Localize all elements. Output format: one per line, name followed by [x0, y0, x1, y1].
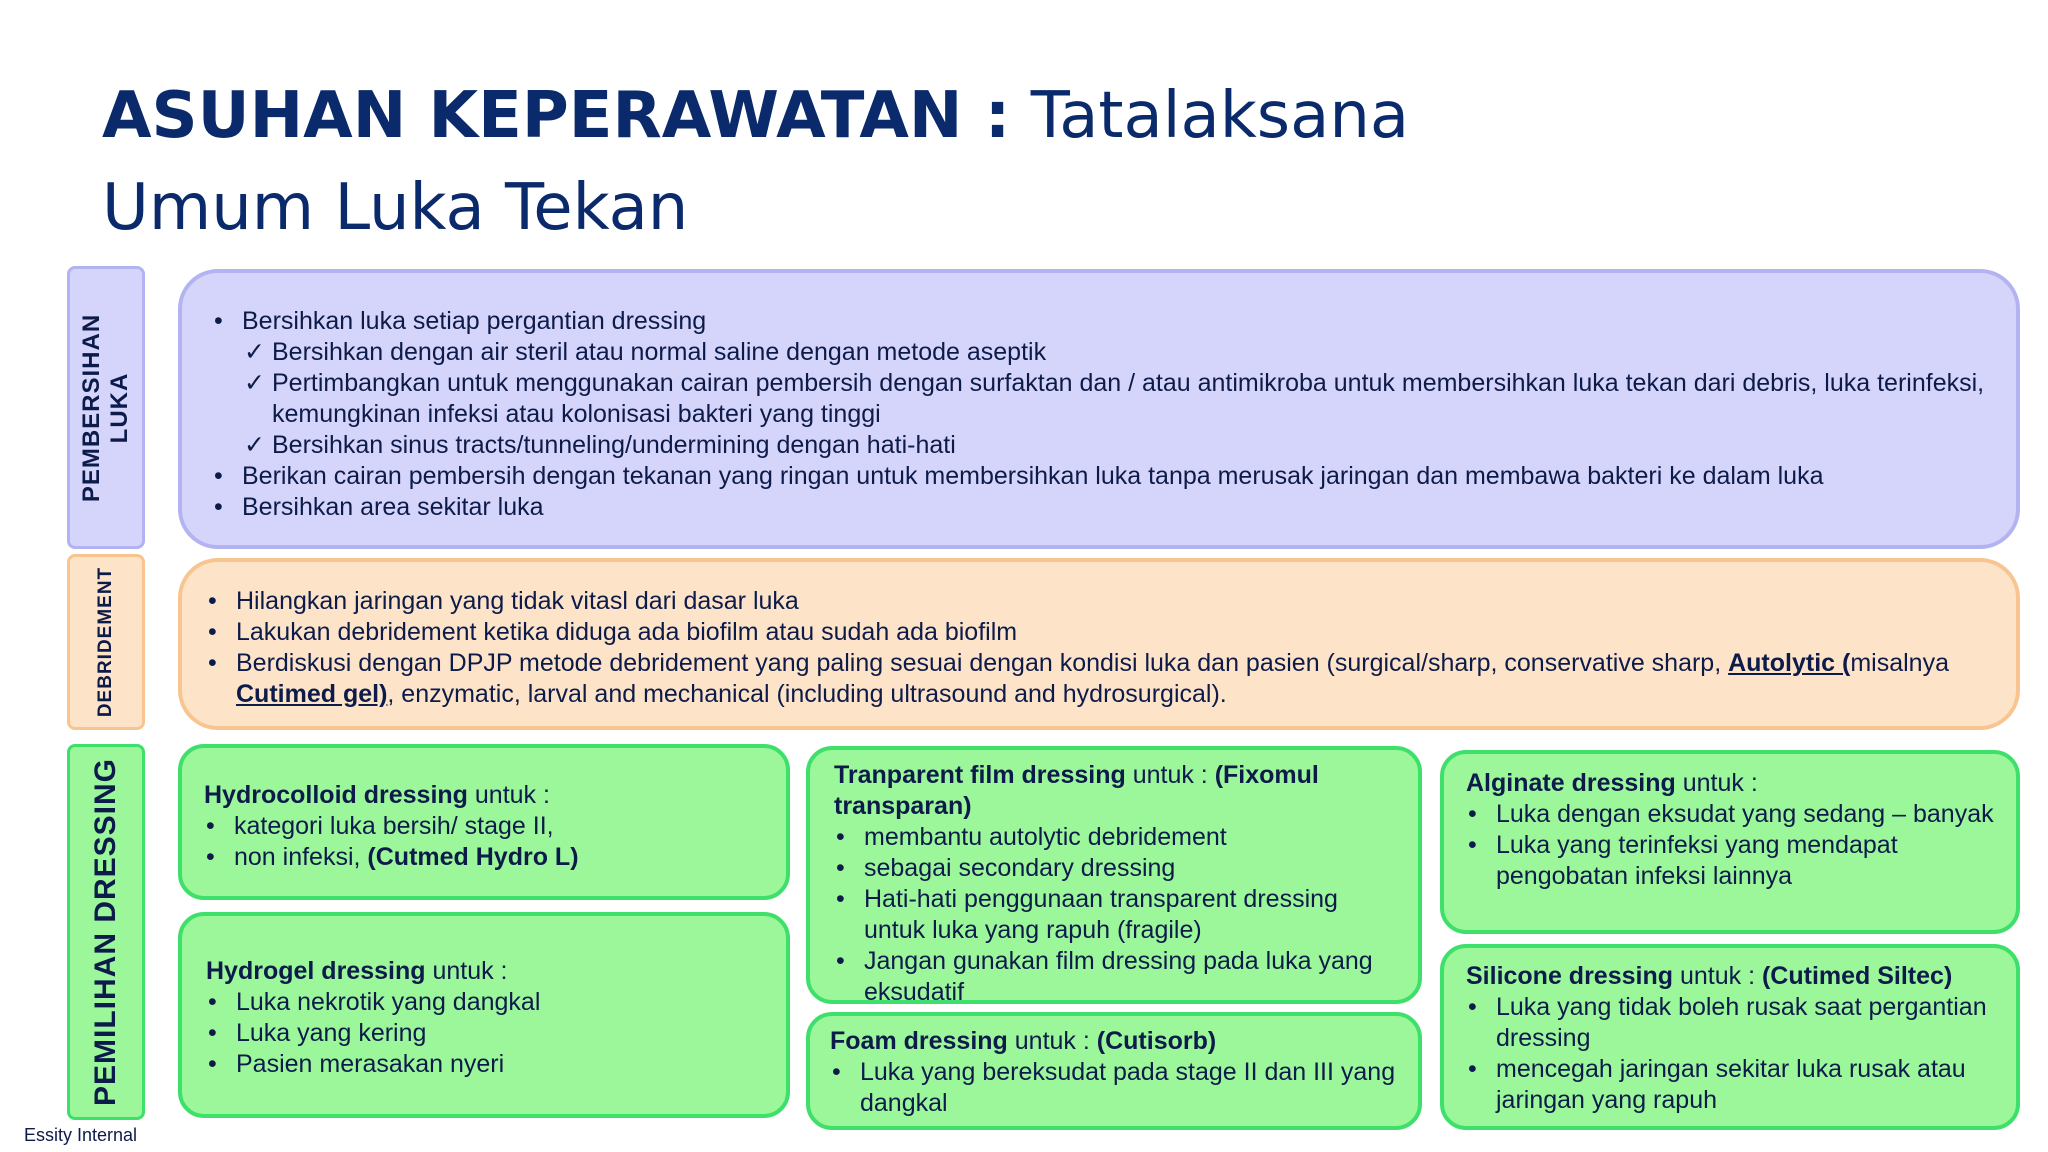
heading-suffix: untuk :: [425, 957, 508, 985]
hydrocolloid-box: [178, 744, 790, 900]
autolytic-link[interactable]: Autolytic (: [1728, 649, 1851, 677]
film-box: [806, 746, 1422, 1004]
heading-suffix: untuk :: [1007, 1027, 1097, 1055]
debridement-text-mid: misalnya: [1850, 649, 1949, 677]
label-debridement-text: DEBRIDEMENT: [95, 566, 116, 718]
alginate-box: [1440, 750, 2020, 934]
list-item: • sebagai secondary dressing: [834, 853, 1394, 884]
list-item: • mencegah jaringan sekitar luka rusak atau jaringan yang rapuh: [1466, 1054, 1994, 1116]
check-item: ✓ Pertimbangkan untuk menggunakan cairan pembersih dengan surfaktan dan / atau antimikroba untuk membersihkan luka tekan dari debris, luka terinfeksi, kemungkinan infeksi atau kolonisasi bakteri yang tinggi: [242, 368, 1986, 430]
list-item: • Hati-hati penggunaan transparent dressing untuk luka yang rapuh (fragile): [834, 884, 1394, 946]
list-item: [204, 842, 764, 873]
dressing-name: Alginate dressing: [1466, 769, 1676, 797]
title-bold: ASUHAN KEPERAWATAN :: [102, 79, 1011, 153]
box-heading: [830, 1026, 1398, 1057]
debridement-text-end: , enzymatic, larval and mechanical (including ultrasound and hydrosurgical).: [387, 680, 1227, 708]
box-heading: [206, 956, 762, 987]
foam-list: [830, 1057, 1398, 1119]
label-debridement: [67, 554, 145, 730]
heading-suffix: untuk :: [1673, 962, 1762, 990]
item-text: non infeksi,: [234, 843, 368, 871]
title-normal-line2: Umum Luka Tekan: [102, 171, 689, 245]
alginate-list: [1466, 799, 1994, 892]
heading-suffix: untuk :: [467, 781, 550, 809]
list-item: • Bersihkan luka setiap pergantian dressing: [212, 306, 1986, 337]
check-item: ✓ Bersihkan sinus tracts/tunneling/undermining dengan hati-hati: [242, 430, 1986, 461]
list-item: • Lakukan debridement ketika diduga ada biofilm atau sudah ada biofilm: [206, 617, 1992, 648]
dressing-name: Hydrocolloid dressing: [204, 781, 468, 809]
dressing-name: Foam dressing: [830, 1027, 1008, 1055]
label-cleaning-line1: PEMBERSIHAN: [78, 313, 106, 502]
label-dressing-text: PEMILIHAN DRESSING: [89, 757, 122, 1107]
product-name: (Cutmed Hydro L): [367, 843, 579, 871]
list-item: • Bersihkan area sekitar luka: [212, 492, 1986, 523]
box-heading: [834, 760, 1394, 822]
product-name: (Fixomul transparan): [834, 761, 1319, 820]
list-item: • Berikan cairan pembersih dengan tekanan yang ringan untuk membersihkan luka tanpa merusak jaringan dan membawa bakteri ke dalam luka: [212, 461, 1986, 492]
list-item: • Luka nekrotik yang dangkal: [206, 987, 762, 1018]
dressing-name: Hydrogel dressing: [206, 957, 426, 985]
hydrocolloid-list: [204, 811, 764, 873]
heading-suffix: untuk :: [1675, 769, 1758, 797]
foam-box: [806, 1012, 1422, 1130]
check-item: ✓ Bersihkan dengan air steril atau normal saline dengan metode aseptik: [242, 337, 1986, 368]
list-item: • Jangan gunakan film dressing pada luka yang eksudatif: [834, 946, 1394, 1008]
footer-label: Essity Internal: [24, 1125, 138, 1145]
box-heading: [1466, 768, 1994, 799]
title-normal-line1: Tatalaksana: [1030, 79, 1410, 153]
page-title: [102, 70, 1602, 254]
box-heading: [1466, 961, 1994, 992]
list-item: • Pasien merasakan nyeri: [206, 1049, 762, 1080]
label-pembersihan-luka: [67, 266, 145, 549]
film-list: [834, 822, 1394, 1008]
list-item: • Luka yang terinfeksi yang mendapat pengobatan infeksi lainnya: [1466, 830, 1994, 892]
debridement-list: [206, 586, 1992, 710]
debridement-text-start: Berdiskusi dengan DPJP metode debridement yang paling sesuai dengan kondisi luka dan pasien (surgical/sharp, conservative sharp,: [236, 649, 1729, 677]
list-item: • Luka yang kering: [206, 1018, 762, 1049]
product-name: (Cutisorb): [1096, 1027, 1217, 1055]
dressing-name: Tranparent film dressing: [834, 761, 1126, 789]
list-item: • membantu autolytic debridement: [834, 822, 1394, 853]
list-item: • Luka dengan eksudat yang sedang – banyak: [1466, 799, 1994, 830]
cleaning-panel: [178, 269, 2020, 549]
hydrogel-box: [178, 912, 790, 1118]
list-item: [206, 648, 1992, 710]
dressing-name: Silicone dressing: [1466, 962, 1674, 990]
list-item: • Luka yang tidak boleh rusak saat pergantian dressing: [1466, 992, 1994, 1054]
list-item: • Hilangkan jaringan yang tidak vitasl dari dasar luka: [206, 586, 1992, 617]
heading-suffix: untuk :: [1125, 761, 1215, 789]
label-pemilihan-dressing: [67, 744, 145, 1120]
silicone-box: [1440, 944, 2020, 1130]
cutimed-gel-link[interactable]: Cutimed gel): [236, 680, 388, 708]
list-item: • Luka yang bereksudat pada stage II dan III yang dangkal: [830, 1057, 1398, 1119]
debridement-panel: [178, 558, 2020, 730]
hydrogel-list: [206, 987, 762, 1080]
list-item: • kategori luka bersih/ stage II,: [204, 811, 764, 842]
product-name: (Cutimed Siltec): [1761, 962, 1953, 990]
cleaning-list: [212, 306, 1986, 523]
silicone-list: [1466, 992, 1994, 1116]
label-cleaning-line2: LUKA: [106, 372, 134, 443]
box-heading: [204, 780, 764, 811]
